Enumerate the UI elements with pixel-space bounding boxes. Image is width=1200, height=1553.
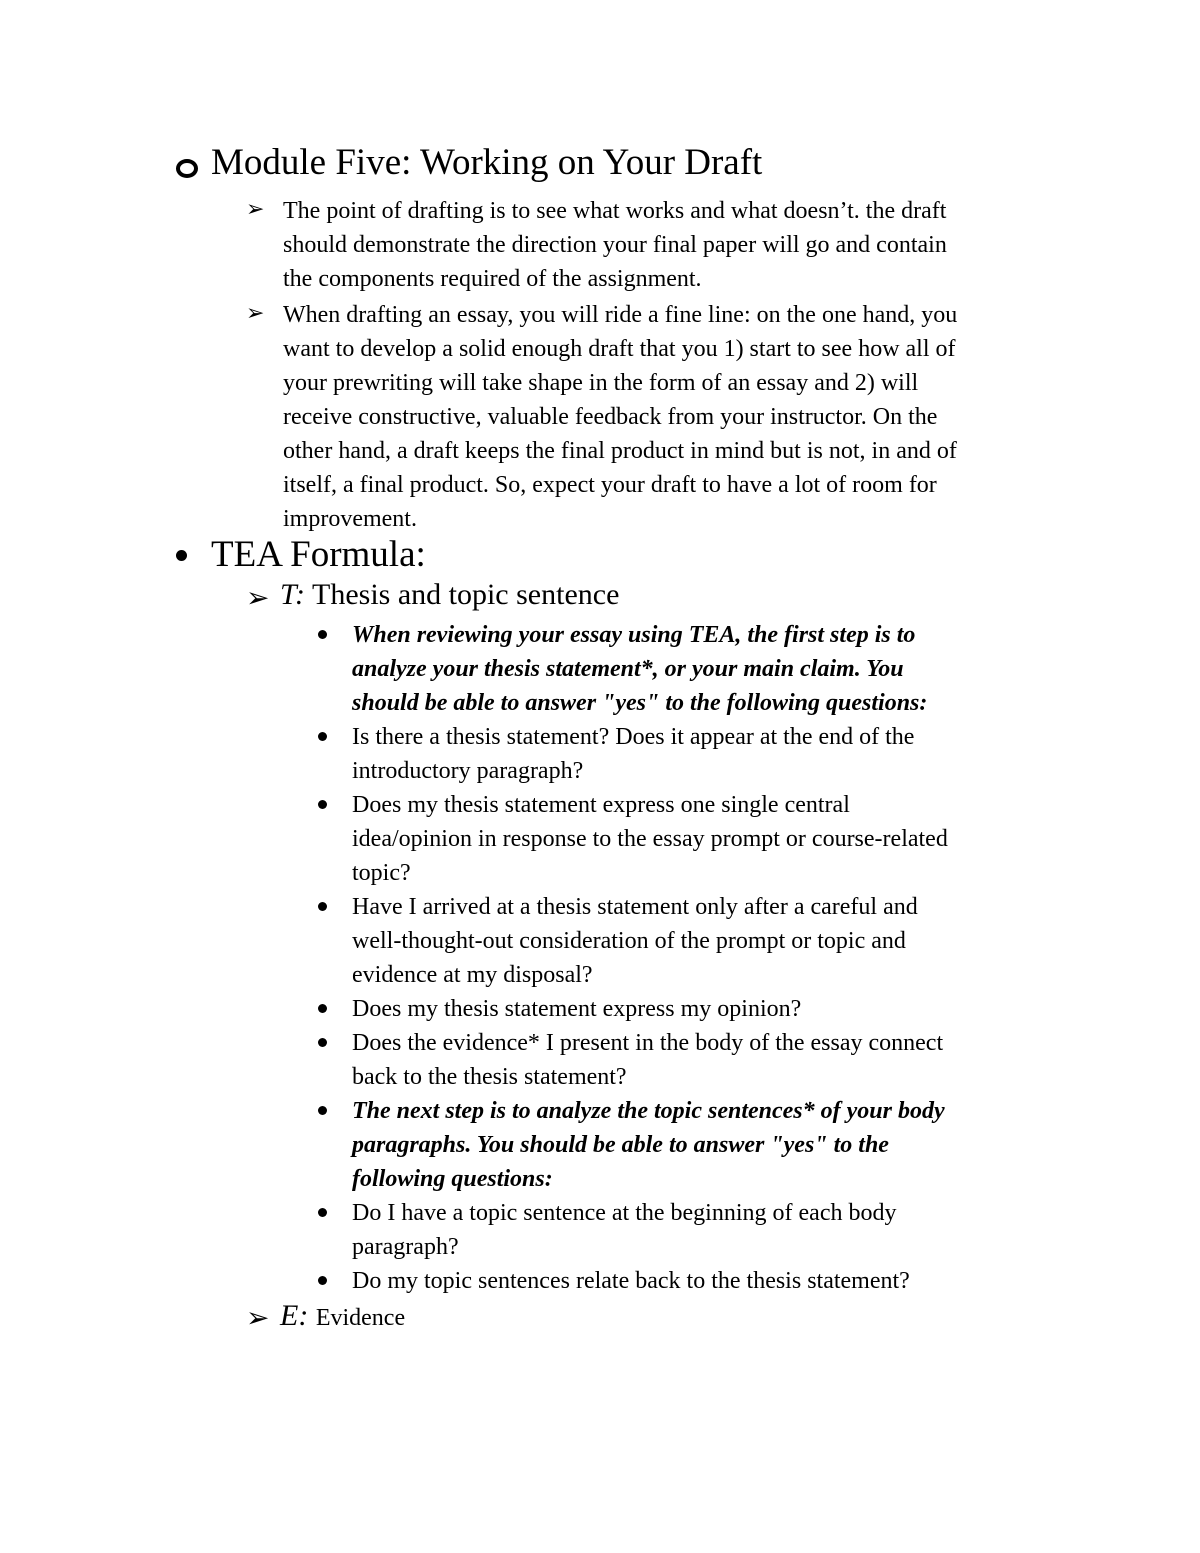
- tea-t-item-2: Is there a thesis statement? Does it appear at the end of the introductory paragraph?: [352, 724, 915, 784]
- tea-t-item-8: Do I have a topic sentence at the beginning of each body paragraph?: [352, 1200, 897, 1260]
- tea-t-item-5: Does my thesis statement express my opinion?: [352, 996, 802, 1022]
- filled-dot-bullet-icon: [176, 550, 187, 561]
- small-dot-bullet-icon: [318, 1004, 327, 1013]
- tea-e-heading: [280, 1299, 405, 1333]
- tea-t-item-6: Does the evidence* I present in the body of the essay connect back to the thesis statement?: [352, 1030, 944, 1090]
- tea-t-label: Thesis and topic sentence: [312, 578, 620, 611]
- small-dot-bullet-icon: [318, 630, 327, 639]
- tea-t-heading: [280, 578, 619, 612]
- tea-t-item-1: When reviewing your essay using TEA, the first step is to analyze your thesis statement*, or your main claim. You should be able to answer "yes" to the following questions:: [352, 622, 928, 716]
- small-dot-bullet-icon: [318, 1106, 327, 1115]
- small-dot-bullet-icon: [318, 1276, 327, 1285]
- arrow-bullet-icon: ➢: [246, 197, 265, 222]
- arrow-bullet-icon: ➢: [246, 1301, 270, 1334]
- arrow-bullet-icon: ➢: [246, 301, 265, 326]
- arrow-bullet-icon: ➢: [246, 581, 270, 614]
- small-dot-bullet-icon: [318, 902, 327, 911]
- small-dot-bullet-icon: [318, 1208, 327, 1217]
- tea-t-letter: T:: [280, 578, 306, 611]
- tea-title: TEA Formula:: [211, 534, 426, 575]
- module-title: Module Five: Working on Your Draft: [211, 142, 763, 183]
- hollow-circle-bullet-icon: [176, 159, 198, 178]
- small-dot-bullet-icon: [318, 732, 327, 741]
- module-point-2: When drafting an essay, you will ride a fine line: on the one hand, you want to develop a solid enough draft that you 1) start to see how all of your prewriting will take shape in the form of an essay and 2) will receive constructive, valuable feedback from your instructor. On the other hand, a draft keeps the final product in mind but is not, in and of itself, a final product. So, expect your draft to have a lot of room for improvement.: [283, 302, 958, 532]
- module-point-1: The point of drafting is to see what works and what doesn’t. the draft should demonstrate the direction your final paper will go and contain the components required of the assignment.: [283, 198, 947, 292]
- tea-t-item-7: The next step is to analyze the topic sentences* of your body paragraphs. You should be able to answer "yes" to the following questions:: [352, 1098, 945, 1192]
- tea-e-letter: E:: [280, 1299, 309, 1332]
- tea-e-label: Evidence: [315, 1305, 406, 1331]
- small-dot-bullet-icon: [318, 1038, 327, 1047]
- small-dot-bullet-icon: [318, 800, 327, 809]
- tea-t-item-9: Do my topic sentences relate back to the thesis statement?: [352, 1268, 910, 1294]
- tea-t-item-4: Have I arrived at a thesis statement only after a careful and well-thought-out consideration of the prompt or topic and evidence at my disposal?: [352, 894, 918, 988]
- tea-t-item-3: Does my thesis statement express one single central idea/opinion in response to the essay prompt or course-related topic?: [352, 792, 948, 886]
